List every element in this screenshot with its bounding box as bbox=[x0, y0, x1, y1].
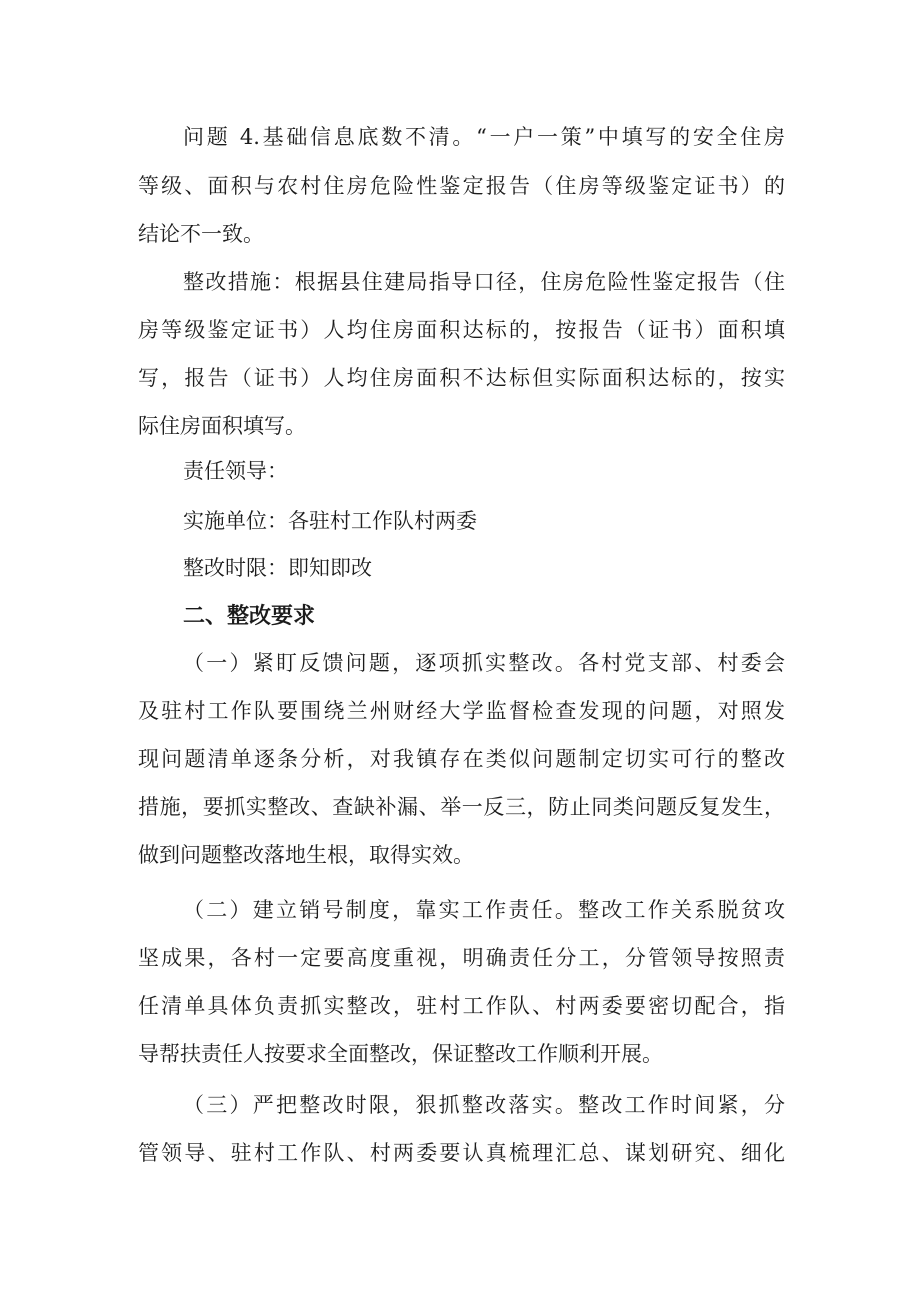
implementing-unit-line: 实施单位：各驻村工作队村两委 bbox=[183, 509, 477, 533]
responsible-leader-line: 责任领导： bbox=[183, 459, 288, 483]
requirement-3-line-1: （三）严把整改时限，狠抓整改落实。整改工作时间紧，分 bbox=[183, 1093, 785, 1117]
requirement-1-line-1: （一）紧盯反馈问题，逐项抓实整改。各村党支部、村委会 bbox=[183, 651, 785, 675]
measure-line-2: 房等级鉴定证书）人均住房面积达标的，按报告（证书）面积填 bbox=[138, 318, 785, 342]
measure-line-4: 际住房面积填写。 bbox=[138, 414, 306, 438]
requirement-2-line-4: 导帮扶责任人按要求全面整改，保证整改工作顺利开展。 bbox=[138, 1042, 663, 1066]
requirement-3-line-2: 管领导、驻村工作队、村两委要认真梳理汇总、谋划研究、细化 bbox=[138, 1141, 785, 1165]
measure-line-3: 写，报告（证书）人均住房面积不达标但实际面积达标的，按实 bbox=[138, 366, 785, 390]
problem-4-line-3: 结论不一致。 bbox=[138, 222, 264, 246]
problem-4-line-1: 问题 4.基础信息底数不清。“一户一策”中填写的安全住房 bbox=[183, 125, 785, 149]
requirement-2-line-2: 坚成果，各村一定要高度重视，明确责任分工，分管领导按照责 bbox=[138, 946, 785, 970]
requirement-1-line-3: 现问题清单逐条分析，对我镇存在类似问题制定切实可行的整改 bbox=[138, 747, 785, 771]
requirement-1-line-4: 措施，要抓实整改、查缺补漏、举一反三，防止同类问题反复发生， bbox=[138, 795, 785, 819]
problem-4-line-2: 等级、面积与农村住房危险性鉴定报告（住房等级鉴定证书）的 bbox=[138, 174, 785, 198]
requirement-2-line-1: （二）建立销号制度，靠实工作责任。整改工作关系脱贫攻 bbox=[183, 898, 785, 922]
requirement-1-line-5: 做到问题整改落地生根，取得实效。 bbox=[138, 843, 474, 867]
section-heading: 二、整改要求 bbox=[183, 603, 316, 629]
measure-line-1: 整改措施：根据县住建局指导口径，住房危险性鉴定报告（住 bbox=[183, 270, 785, 294]
requirement-1-line-2: 及驻村工作队要围绕兰州财经大学监督检查发现的问题，对照发 bbox=[138, 699, 785, 723]
deadline-line: 整改时限：即知即改 bbox=[183, 556, 372, 580]
requirement-2-line-3: 任清单具体负责抓实整改，驻村工作队、村两委要密切配合，指 bbox=[138, 994, 785, 1018]
